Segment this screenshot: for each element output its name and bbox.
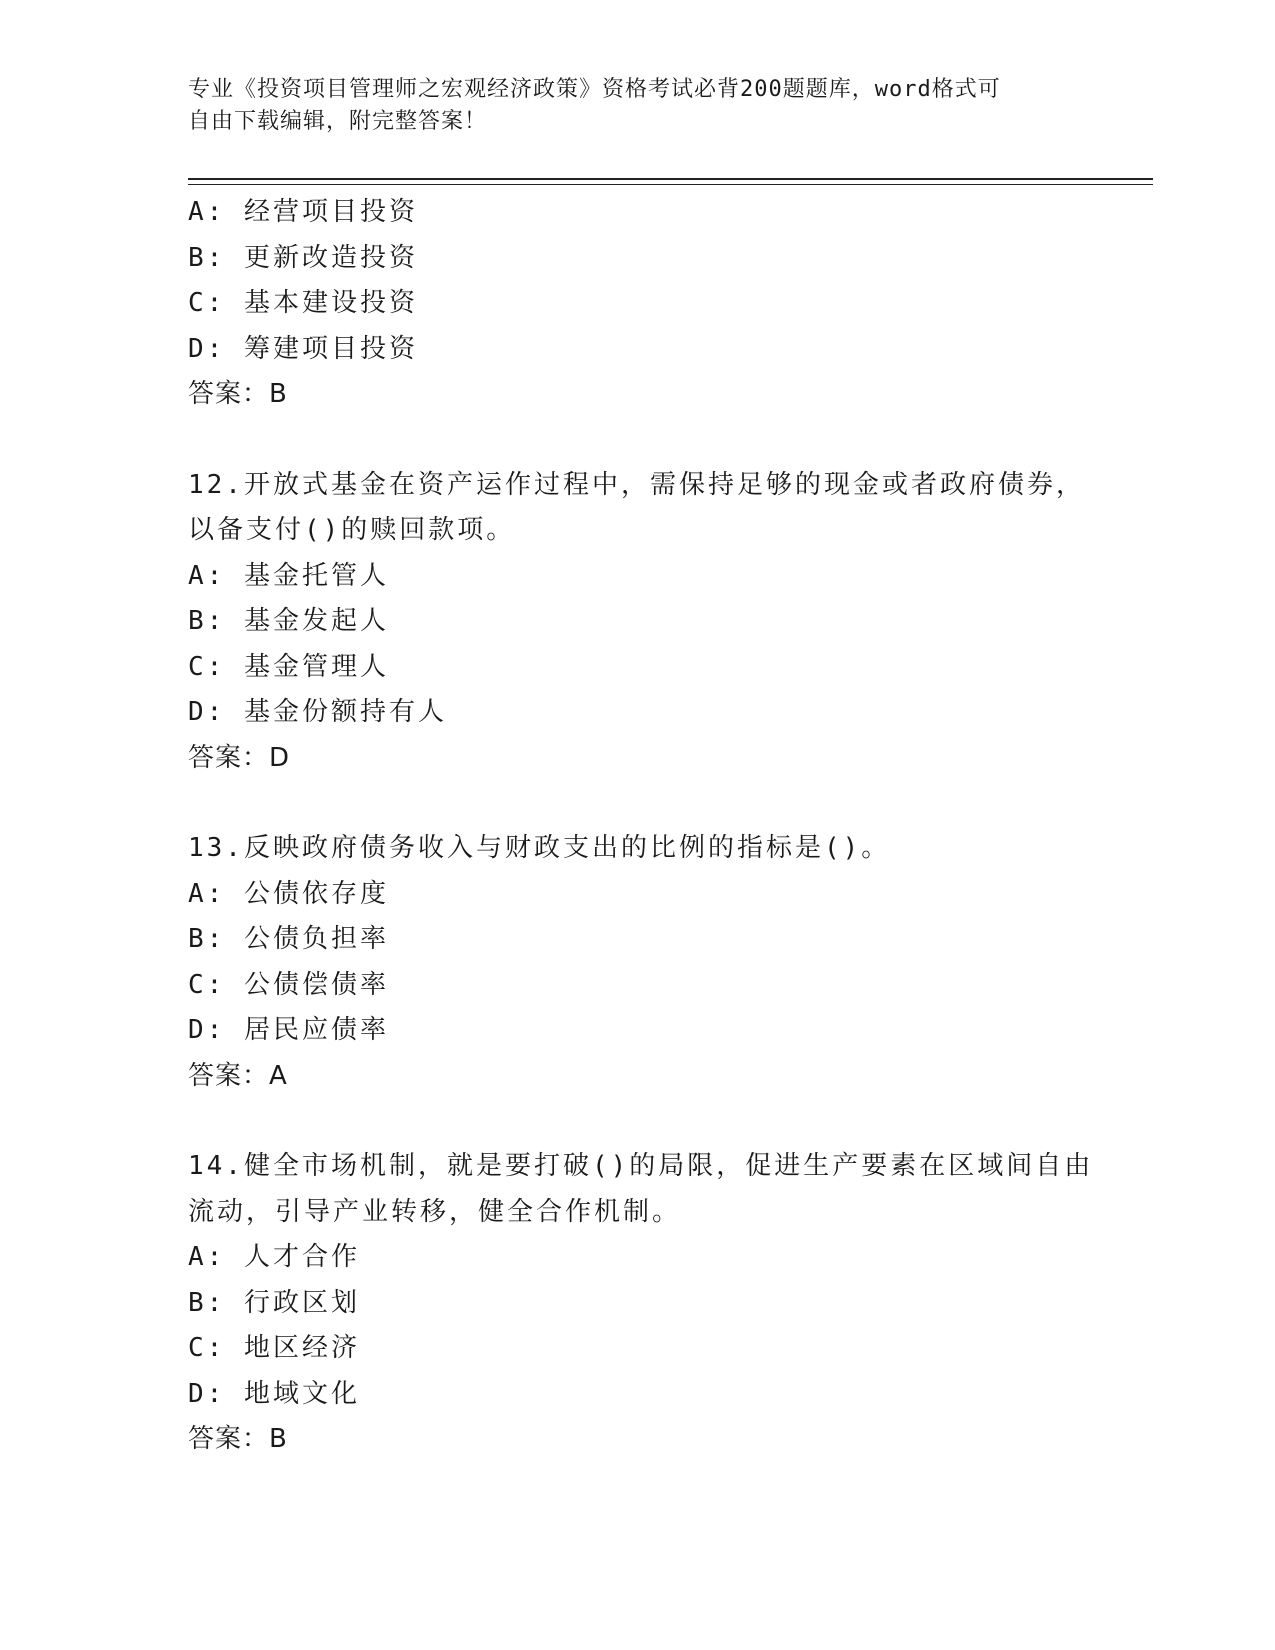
spacer — [188, 418, 1088, 463]
question-list — [188, 190, 1094, 1463]
option-c: C: 基金管理人 — [188, 651, 389, 682]
option-b: B: 基金发起人 — [188, 606, 389, 636]
answer-line: 答案：B — [188, 379, 288, 409]
option-c: C: 地区经济 — [188, 1333, 360, 1363]
option-a: A: 人才合作 — [188, 1242, 360, 1272]
option-a: A: 基金托管人 — [188, 560, 389, 591]
option-d: D: 基金份额持有人 — [188, 697, 447, 727]
answer-line: 答案：A — [188, 1060, 288, 1091]
option-c: C: 基本建设投资 — [188, 288, 418, 318]
question-stem-line-2: 以备支付()的赎回款项。 — [188, 515, 516, 545]
option-d: D: 筹建项目投资 — [188, 333, 418, 364]
question-block-14 — [188, 1144, 1094, 1463]
question-stem-line-1: 14.健全市场机制，就是要打破()的局限，促进生产要素在区域间自由 — [188, 1151, 1094, 1181]
header-line-1: 专业《投资项目管理师之宏观经济政策》资格考试必背200题题库，word格式可 — [188, 77, 1001, 102]
answer-line: 答案：D — [188, 742, 291, 773]
question-stem-line-1: 12.开放式基金在资产运作过程中，需保持足够的现金或者政府债券， — [188, 469, 1085, 500]
option-c: C: 公债偿债率 — [188, 969, 389, 1000]
document-header — [188, 74, 1088, 138]
answer-line: 答案：B — [188, 1424, 288, 1454]
option-b: B: 公债负担率 — [188, 924, 389, 954]
spacer — [188, 1099, 1088, 1144]
question-block-11 — [188, 190, 1088, 418]
spacer — [188, 781, 1088, 826]
header-rule-thick — [188, 178, 1153, 180]
option-b: B: 行政区划 — [188, 1287, 360, 1318]
question-block-12 — [188, 463, 1088, 782]
header-line-2: 自由下载编辑，附完整答案！ — [188, 109, 488, 134]
option-b: B: 更新改造投资 — [188, 242, 418, 273]
option-a: A: 公债依存度 — [188, 878, 389, 909]
option-a: A: 经营项目投资 — [188, 197, 418, 227]
question-stem-line-1: 13.反映政府债务收入与财政支出的比例的指标是()。 — [188, 833, 891, 863]
header-rule-thin — [188, 184, 1153, 185]
option-d: D: 居民应债率 — [188, 1015, 389, 1045]
question-stem-line-2: 流动，引导产业转移，健全合作机制。 — [188, 1196, 682, 1227]
option-d: D: 地域文化 — [188, 1378, 360, 1409]
question-block-13 — [188, 826, 1088, 1099]
